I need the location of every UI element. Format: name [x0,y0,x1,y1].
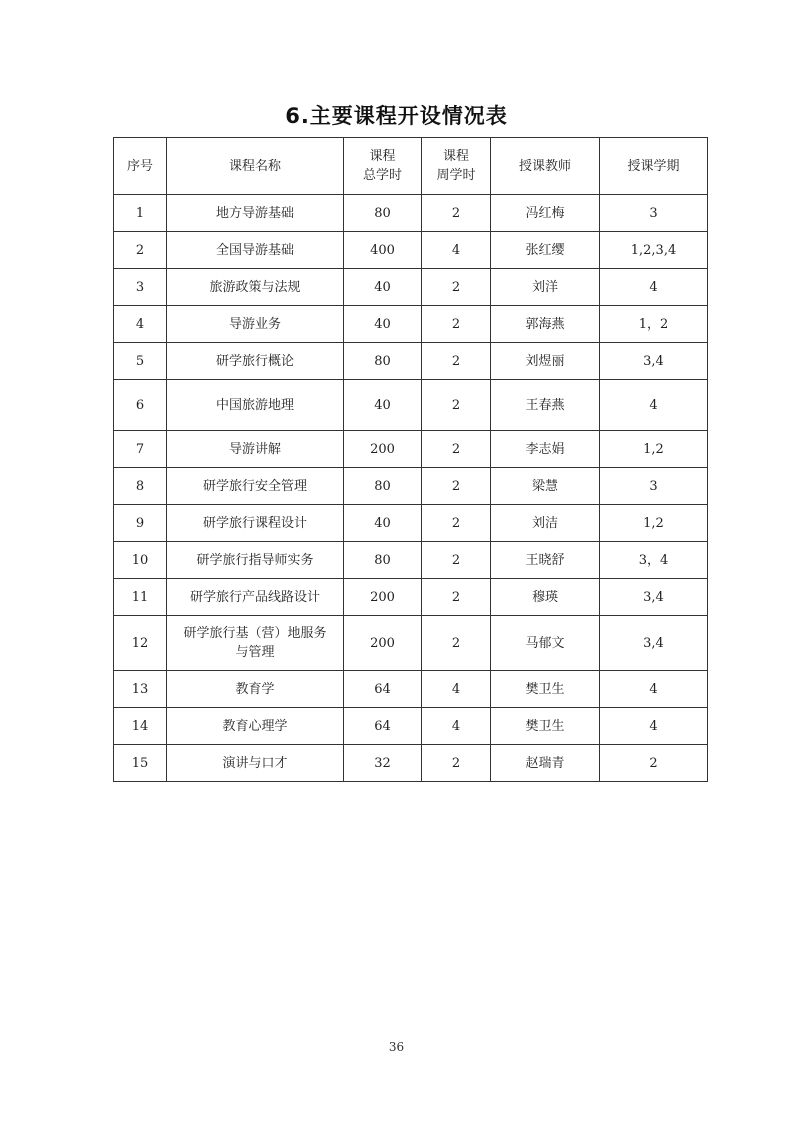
table-row [114,505,708,542]
table-row [114,431,708,468]
cell-semester: 3,4 [600,616,708,671]
table-header-row [114,138,708,195]
table-row [114,708,708,745]
cell-course-name: 研学旅行指导师实务 [167,542,344,579]
header-course-name: 课程名称 [167,138,344,195]
cell-course-name: 全国导游基础 [167,232,344,269]
cell-semester: 2 [600,745,708,782]
page-title: 6.主要课程开设情况表 [285,104,508,128]
cell-teacher: 赵瑞青 [491,745,600,782]
cell-total-hours: 80 [344,343,422,380]
cell-weekly-hours: 2 [422,431,491,468]
cell-course-name: 地方导游基础 [167,195,344,232]
course-table [113,137,708,782]
cell-semester: 1,2 [600,431,708,468]
table-row [114,380,708,431]
cell-teacher: 刘洁 [491,505,600,542]
cell-weekly-hours: 2 [422,468,491,505]
header-teacher: 授课教师 [491,138,600,195]
header-weekly-hours: 课程 周学时 [422,138,491,195]
cell-total-hours: 32 [344,745,422,782]
cell-index: 6 [114,380,167,431]
cell-total-hours: 200 [344,579,422,616]
cell-teacher: 张红缨 [491,232,600,269]
table-row [114,671,708,708]
cell-index: 2 [114,232,167,269]
cell-teacher: 刘煜丽 [491,343,600,380]
cell-course-name: 研学旅行课程设计 [167,505,344,542]
cell-index: 10 [114,542,167,579]
cell-weekly-hours: 2 [422,380,491,431]
table-row [114,542,708,579]
cell-index: 3 [114,269,167,306]
cell-teacher: 王晓舒 [491,542,600,579]
cell-weekly-hours: 2 [422,616,491,671]
table-row [114,269,708,306]
cell-semester: 1，2 [600,306,708,343]
cell-teacher: 王春燕 [491,380,600,431]
cell-index: 11 [114,579,167,616]
cell-weekly-hours: 2 [422,195,491,232]
cell-index: 15 [114,745,167,782]
cell-teacher: 李志娟 [491,431,600,468]
cell-semester: 3,4 [600,579,708,616]
cell-index: 1 [114,195,167,232]
cell-course-name: 教育心理学 [167,708,344,745]
cell-total-hours: 80 [344,468,422,505]
cell-semester: 4 [600,380,708,431]
cell-weekly-hours: 2 [422,306,491,343]
cell-semester: 4 [600,269,708,306]
cell-weekly-hours: 2 [422,269,491,306]
cell-index: 14 [114,708,167,745]
cell-index: 12 [114,616,167,671]
table-row [114,579,708,616]
cell-weekly-hours: 4 [422,232,491,269]
cell-index: 8 [114,468,167,505]
cell-semester: 1,2 [600,505,708,542]
table-row [114,745,708,782]
cell-semester: 3,4 [600,343,708,380]
cell-teacher: 梁慧 [491,468,600,505]
cell-total-hours: 200 [344,431,422,468]
table-row [114,468,708,505]
cell-semester: 3，4 [600,542,708,579]
cell-index: 7 [114,431,167,468]
cell-total-hours: 40 [344,505,422,542]
cell-course-name: 导游讲解 [167,431,344,468]
cell-index: 5 [114,343,167,380]
cell-weekly-hours: 2 [422,542,491,579]
cell-course-name: 中国旅游地理 [167,380,344,431]
cell-semester: 1,2,3,4 [600,232,708,269]
table-row [114,306,708,343]
cell-total-hours: 64 [344,708,422,745]
cell-course-name: 教育学 [167,671,344,708]
table-row [114,232,708,269]
cell-semester: 3 [600,195,708,232]
cell-total-hours: 40 [344,380,422,431]
cell-teacher: 樊卫生 [491,671,600,708]
cell-total-hours: 40 [344,306,422,343]
cell-semester: 3 [600,468,708,505]
cell-index: 13 [114,671,167,708]
cell-index: 9 [114,505,167,542]
cell-course-name: 研学旅行安全管理 [167,468,344,505]
cell-course-name: 研学旅行基（营）地服务 与管理 [167,616,344,671]
cell-total-hours: 80 [344,195,422,232]
cell-semester: 4 [600,708,708,745]
cell-weekly-hours: 4 [422,708,491,745]
cell-teacher: 马郁文 [491,616,600,671]
cell-course-name: 研学旅行产品线路设计 [167,579,344,616]
table-row [114,343,708,380]
cell-course-name: 旅游政策与法规 [167,269,344,306]
cell-teacher: 冯红梅 [491,195,600,232]
cell-total-hours: 80 [344,542,422,579]
cell-total-hours: 400 [344,232,422,269]
header-index: 序号 [114,138,167,195]
cell-teacher: 刘洋 [491,269,600,306]
cell-weekly-hours: 4 [422,671,491,708]
cell-semester: 4 [600,671,708,708]
header-semester: 授课学期 [600,138,708,195]
cell-teacher: 郭海燕 [491,306,600,343]
cell-index: 4 [114,306,167,343]
page-number: 36 [388,1040,405,1054]
cell-total-hours: 64 [344,671,422,708]
cell-course-name: 研学旅行概论 [167,343,344,380]
header-total-hours: 课程 总学时 [344,138,422,195]
cell-total-hours: 200 [344,616,422,671]
cell-teacher: 樊卫生 [491,708,600,745]
cell-course-name: 导游业务 [167,306,344,343]
cell-weekly-hours: 2 [422,745,491,782]
table-row [114,195,708,232]
cell-teacher: 穆瑛 [491,579,600,616]
cell-course-name: 演讲与口才 [167,745,344,782]
table-row [114,616,708,671]
cell-total-hours: 40 [344,269,422,306]
cell-weekly-hours: 2 [422,343,491,380]
cell-weekly-hours: 2 [422,579,491,616]
cell-weekly-hours: 2 [422,505,491,542]
